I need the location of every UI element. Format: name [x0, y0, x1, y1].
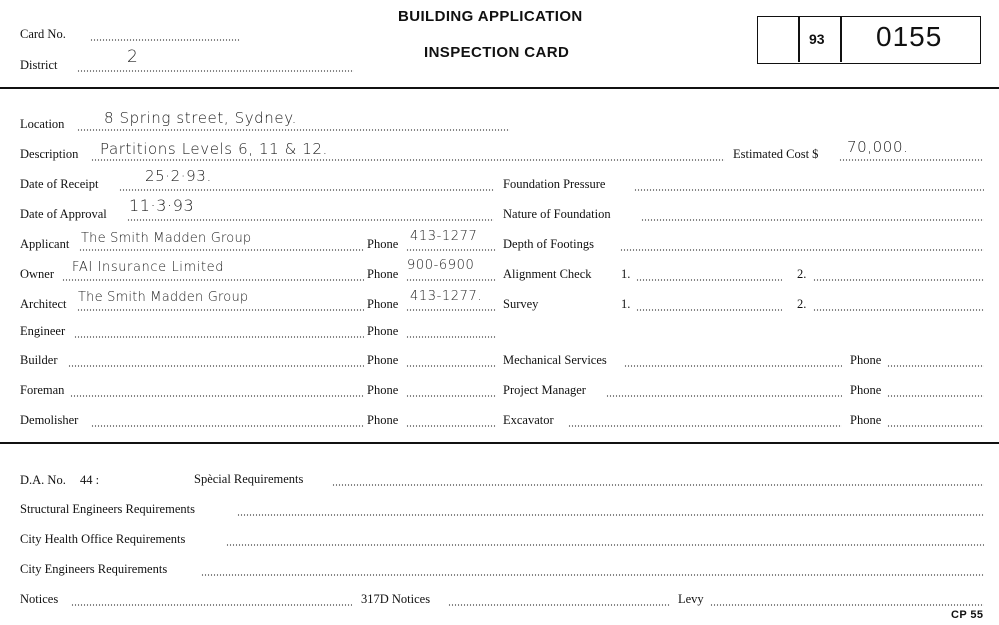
box-divider	[798, 17, 800, 62]
city-engineers-requirements-field[interactable]	[201, 574, 984, 576]
date-receipt-field[interactable]	[119, 189, 494, 191]
excavator-phone-field[interactable]	[887, 425, 984, 427]
applicant-phone-field[interactable]	[406, 249, 496, 251]
notices-317d-field[interactable]	[448, 604, 670, 606]
applicant-label: Applicant	[20, 237, 70, 251]
applicant-value: The Smith Madden Group	[81, 231, 252, 246]
owner-phone-value: 900-6900	[407, 258, 475, 273]
form-title-line1: BUILDING APPLICATION	[398, 8, 583, 25]
form-code: CP 55	[951, 609, 984, 621]
notices-317d-label: 317D Notices	[361, 592, 431, 606]
applicant-field[interactable]	[79, 249, 364, 251]
description-value: Partitions Levels 6, 11 & 12.	[100, 140, 328, 158]
da-no-value: 44 :	[80, 473, 100, 487]
builder-phone-field[interactable]	[406, 365, 496, 367]
alignment-check-1-label: 1.	[621, 267, 631, 281]
city-engineers-requirements-label: City Engineers Requirements	[20, 562, 168, 576]
owner-value: FAI Insurance Limited	[72, 260, 225, 275]
mechanical-services-label: Mechanical Services	[503, 353, 607, 367]
applicant-phone-value: 413-1277	[410, 229, 478, 244]
details-divider	[0, 442, 999, 444]
engineer-phone-label: Phone	[367, 324, 399, 338]
structural-requirements-label: Structural Engineers Requirements	[20, 502, 195, 516]
estimated-cost-value: 70,000.	[847, 138, 909, 156]
project-manager-phone-label: Phone	[850, 383, 882, 397]
health-requirements-field[interactable]	[226, 544, 984, 546]
engineer-label: Engineer	[20, 324, 66, 338]
header-divider	[0, 87, 999, 89]
architect-phone-value: 413-1277.	[410, 289, 483, 304]
project-manager-label: Project Manager	[503, 383, 586, 397]
project-manager-phone-field[interactable]	[887, 395, 984, 397]
architect-phone-label: Phone	[367, 297, 399, 311]
depth-footings-label: Depth of Footings	[503, 237, 594, 251]
card-number: 0155	[876, 21, 943, 52]
builder-field[interactable]	[68, 365, 364, 367]
survey-2-label: 2.	[797, 297, 807, 311]
date-approval-value: 11·3·93	[129, 196, 195, 215]
form-title-line2: INSPECTION CARD	[424, 44, 570, 61]
description-label: Description	[20, 147, 79, 161]
district-value: 2	[127, 47, 139, 67]
excavator-phone-label: Phone	[850, 413, 882, 427]
foundation-pressure-field[interactable]	[634, 189, 984, 191]
alignment-check-2-field[interactable]	[813, 279, 984, 281]
notices-label: Notices	[20, 592, 59, 606]
date-approval-field[interactable]	[127, 219, 494, 221]
date-approval-label: Date of Approval	[20, 207, 107, 221]
engineer-field[interactable]	[74, 336, 364, 338]
builder-label: Builder	[20, 353, 58, 367]
special-requirements-label: Spècial Requirements	[194, 472, 304, 486]
levy-field[interactable]	[710, 604, 984, 606]
health-requirements-label: City Health Office Requirements	[20, 532, 186, 546]
foreman-phone-label: Phone	[367, 383, 399, 397]
card-number-box	[757, 16, 981, 64]
location-value: 8 Spring street, Sydney.	[104, 109, 297, 127]
location-field[interactable]	[77, 129, 510, 131]
district-label: District	[20, 58, 58, 72]
applicant-phone-label: Phone	[367, 237, 399, 251]
date-receipt-value: 25·2·93.	[145, 167, 212, 185]
project-manager-field[interactable]	[606, 395, 842, 397]
card-year: 93	[809, 31, 825, 47]
demolisher-label: Demolisher	[20, 413, 79, 427]
mechanical-phone-field[interactable]	[887, 365, 984, 367]
excavator-label: Excavator	[503, 413, 554, 427]
alignment-check-2-label: 2.	[797, 267, 807, 281]
architect-value: The Smith Madden Group	[78, 290, 249, 305]
box-divider	[840, 17, 842, 62]
foreman-field[interactable]	[70, 395, 364, 397]
alignment-check-label: Alignment Check	[503, 267, 592, 281]
survey-label: Survey	[503, 297, 539, 311]
alignment-check-1-field[interactable]	[636, 279, 782, 281]
survey-1-field[interactable]	[636, 309, 782, 311]
notices-field[interactable]	[71, 604, 352, 606]
estimated-cost-field[interactable]	[839, 159, 983, 161]
nature-foundation-field[interactable]	[641, 219, 984, 221]
owner-label: Owner	[20, 267, 55, 281]
architect-phone-field[interactable]	[406, 309, 496, 311]
card-no-field[interactable]	[90, 39, 240, 41]
demolisher-phone-field[interactable]	[406, 425, 496, 427]
district-field[interactable]	[77, 70, 354, 72]
estimated-cost-label: Estimated Cost $	[733, 147, 819, 161]
demolisher-field[interactable]	[91, 425, 364, 427]
structural-requirements-field[interactable]	[237, 514, 984, 516]
architect-label: Architect	[20, 297, 67, 311]
nature-foundation-label: Nature of Foundation	[503, 207, 611, 221]
card-no-label: Card No.	[20, 27, 66, 41]
foreman-label: Foreman	[20, 383, 65, 397]
da-no-label: D.A. No.	[20, 473, 66, 487]
levy-label: Levy	[678, 592, 704, 606]
owner-phone-label: Phone	[367, 267, 399, 281]
survey-2-field[interactable]	[813, 309, 984, 311]
excavator-field[interactable]	[568, 425, 842, 427]
mechanical-phone-label: Phone	[850, 353, 882, 367]
architect-field[interactable]	[77, 309, 364, 311]
survey-1-label: 1.	[621, 297, 631, 311]
location-label: Location	[20, 117, 65, 131]
depth-footings-field[interactable]	[620, 249, 984, 251]
mechanical-services-field[interactable]	[624, 365, 842, 367]
foreman-phone-field[interactable]	[406, 395, 496, 397]
engineer-phone-field[interactable]	[406, 336, 496, 338]
owner-field[interactable]	[62, 279, 364, 281]
special-requirements-field[interactable]	[332, 484, 984, 486]
builder-phone-label: Phone	[367, 353, 399, 367]
date-receipt-label: Date of Receipt	[20, 177, 99, 191]
description-field[interactable]	[91, 159, 725, 161]
demolisher-phone-label: Phone	[367, 413, 399, 427]
owner-phone-field[interactable]	[406, 279, 496, 281]
foundation-pressure-label: Foundation Pressure	[503, 177, 606, 191]
